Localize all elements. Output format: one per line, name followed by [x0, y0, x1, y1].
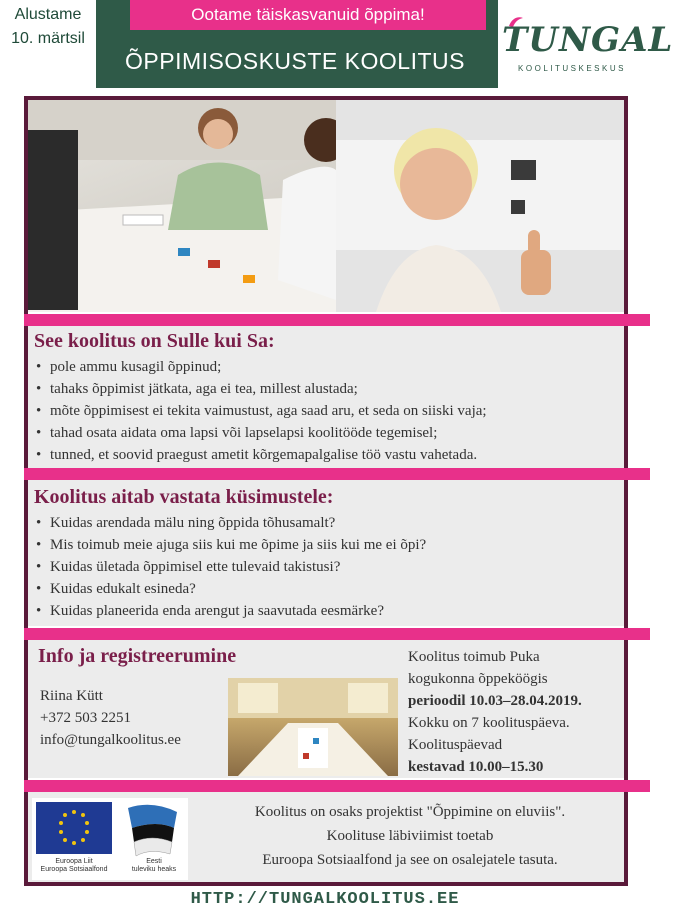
estonia-label-line2: tuleviku heaks — [131, 866, 177, 873]
start-date-line1: Alustame — [14, 6, 82, 23]
photo-training-room — [228, 678, 398, 776]
eu-label-line2: Euroopa Sotsiaalfond — [40, 866, 108, 873]
contact-name: Riina Kütt — [40, 688, 103, 704]
list-item: • Kuidas arendada mälu ning õppida tõhusamalt? — [34, 512, 426, 534]
audience-list — [34, 356, 487, 466]
logo-wordmark: TUNGAL — [502, 20, 673, 60]
footer-line2: Koolituse läbiviimist toetab — [326, 828, 494, 844]
footer-line3: Euroopa Sotsiaalfond ja see on osalejatele tasuta. — [262, 852, 558, 868]
estonia-label-line1: Eesti — [146, 858, 162, 865]
info-detail: Koolituspäevad — [408, 737, 503, 753]
photo-group-learning — [28, 100, 336, 312]
page-title: ÕPPIMISOSKUSTE KOOLITUS — [125, 48, 465, 74]
photo-trainer-thumbs-up — [336, 100, 624, 312]
section-title-questions: Koolitus aitab vastata küsimustele: — [34, 486, 334, 508]
list-item: • tahad osata aidata oma lapsi või lapselapsi koolitööde tegemisel; — [34, 422, 487, 444]
pink-divider — [24, 468, 650, 480]
section-title-audience: See koolitus on Sulle kui Sa: — [34, 330, 275, 352]
list-item: • mõte õppimisest ei tekita vaimustust, aga saad aru, et seda on siiski vaja; — [34, 400, 487, 422]
list-item: • tunned, et soovid praegust ametit kõrgemapalgalise töö vastu vahetada. — [34, 444, 487, 466]
website-link[interactable]: HTTP://TUNGALKOOLITUS.EE — [190, 890, 460, 909]
info-detail: perioodil 10.03–28.04.2019. — [408, 693, 582, 709]
sponsor-logos — [32, 798, 188, 880]
contact-phone[interactable]: +372 503 2251 — [40, 710, 131, 726]
logo-subtitle: KOOLITUSKESKUS — [518, 64, 626, 73]
invite-banner: Ootame täiskasvanuid õppima! — [130, 0, 486, 30]
info-detail: kogukonna õppeköögis — [408, 671, 548, 687]
pink-divider — [24, 780, 650, 792]
list-item: • Mis toimub meie ajuga siis kui me õpime ja siis kui me ei õpi? — [34, 534, 426, 556]
list-item: • Kuidas planeerida enda arengut ja saavutada eesmärke? — [34, 600, 426, 622]
list-item: • tahaks õppimist jätkata, aga ei tea, millest alustada; — [34, 378, 487, 400]
start-date-line2: 10. märtsil — [11, 30, 85, 47]
contact-email[interactable]: info@tungalkoolitus.ee — [40, 732, 181, 748]
list-item: • Kuidas edukalt esineda? — [34, 578, 426, 600]
pink-divider — [24, 314, 650, 326]
info-detail: Kokku on 7 koolituspäeva. — [408, 715, 570, 731]
eu-label-line1: Euroopa Liit — [55, 858, 93, 865]
pink-divider — [24, 628, 650, 640]
info-detail: kestavad 10.00–15.30 — [408, 759, 544, 775]
footer-line1: Koolitus on osaks projektist "Õppimine on eluviis". — [254, 804, 566, 820]
list-item: • Kuidas ületada õppimisel ette tulevaid takistusi? — [34, 556, 426, 578]
questions-list — [34, 512, 426, 622]
list-item: • pole ammu kusagil õppinud; — [34, 356, 487, 378]
info-detail: Koolitus toimub Puka — [408, 649, 540, 665]
section-title-info: Info ja registreerumine — [38, 645, 237, 667]
